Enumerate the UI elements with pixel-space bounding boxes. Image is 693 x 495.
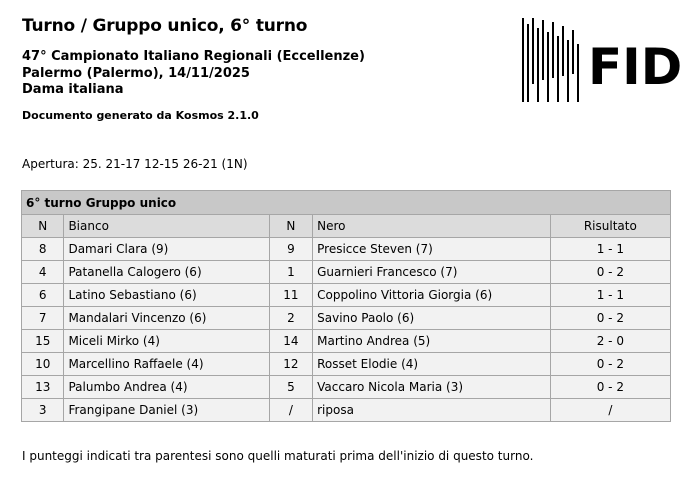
game-type: Dama italiana — [22, 82, 124, 97]
black-player: Savino Paolo (6) — [313, 307, 551, 330]
result: 2 - 0 — [550, 330, 670, 353]
black-player: Guarnieri Francesco (7) — [313, 261, 551, 284]
white-player: Damari Clara (9) — [64, 238, 269, 261]
result: 0 - 2 — [550, 353, 670, 376]
page-title: Turno / Gruppo unico, 6° turno — [22, 16, 308, 36]
table-caption: 6° turno Gruppo unico — [22, 191, 671, 215]
table-header-row — [22, 215, 671, 238]
white-number: 4 — [22, 261, 64, 284]
event-info — [22, 49, 365, 99]
pairings-table — [21, 190, 671, 422]
table-row — [22, 353, 671, 376]
generator-note: Documento generato da Kosmos 2.1.0 — [22, 109, 259, 122]
table-row — [22, 376, 671, 399]
white-player: Frangipane Daniel (3) — [64, 399, 269, 422]
white-number: 7 — [22, 307, 64, 330]
result: 1 - 1 — [550, 238, 670, 261]
white-number: 15 — [22, 330, 64, 353]
fid-logo — [520, 18, 683, 104]
white-player: Patanella Calogero (6) — [64, 261, 269, 284]
col-header-white: Bianco — [64, 215, 269, 238]
result: 0 - 2 — [550, 376, 670, 399]
table-row — [22, 399, 671, 422]
white-player: Marcellino Raffaele (4) — [64, 353, 269, 376]
place-date: Palermo (Palermo), 14/11/2025 — [22, 65, 250, 81]
black-player: Presicce Steven (7) — [313, 238, 551, 261]
black-number: 5 — [269, 376, 312, 399]
black-player: Coppolino Vittoria Giorgia (6) — [313, 284, 551, 307]
white-player: Mandalari Vincenzo (6) — [64, 307, 269, 330]
black-number: 2 — [269, 307, 312, 330]
white-number: 3 — [22, 399, 64, 422]
result: 0 - 2 — [550, 261, 670, 284]
black-player: Rosset Elodie (4) — [313, 353, 551, 376]
table-row — [22, 238, 671, 261]
white-player: Miceli Mirko (4) — [64, 330, 269, 353]
white-number: 13 — [22, 376, 64, 399]
result: / — [550, 399, 670, 422]
black-number: 9 — [269, 238, 312, 261]
white-player: Latino Sebastiano (6) — [64, 284, 269, 307]
championship-name: 47° Campionato Italiano Regionali (Eccellenze) — [22, 49, 365, 64]
white-player: Palumbo Andrea (4) — [64, 376, 269, 399]
col-header-result: Risultato — [550, 215, 670, 238]
black-number: 12 — [269, 353, 312, 376]
opening-line: Apertura: 25. 21-17 12-15 26-21 (1N) — [22, 157, 248, 171]
table-row — [22, 330, 671, 353]
black-number: 1 — [269, 261, 312, 284]
col-header-black: Nero — [313, 215, 551, 238]
white-number: 6 — [22, 284, 64, 307]
logo-text: FID — [588, 38, 683, 96]
result: 1 - 1 — [550, 284, 670, 307]
white-number: 10 — [22, 353, 64, 376]
result: 0 - 2 — [550, 307, 670, 330]
black-player: Vaccaro Nicola Maria (3) — [313, 376, 551, 399]
black-number: 11 — [269, 284, 312, 307]
black-player: Martino Andrea (5) — [313, 330, 551, 353]
black-number: 14 — [269, 330, 312, 353]
table-row — [22, 307, 671, 330]
black-player: riposa — [313, 399, 551, 422]
col-header-n-white: N — [22, 215, 64, 238]
table-row — [22, 284, 671, 307]
table-row — [22, 261, 671, 284]
footnote: I punteggi indicati tra parentesi sono quelli maturati prima dell'inizio di questo turno. — [22, 449, 534, 463]
white-number: 8 — [22, 238, 64, 261]
table-caption-row — [22, 191, 671, 215]
black-number: / — [269, 399, 312, 422]
col-header-n-black: N — [269, 215, 312, 238]
